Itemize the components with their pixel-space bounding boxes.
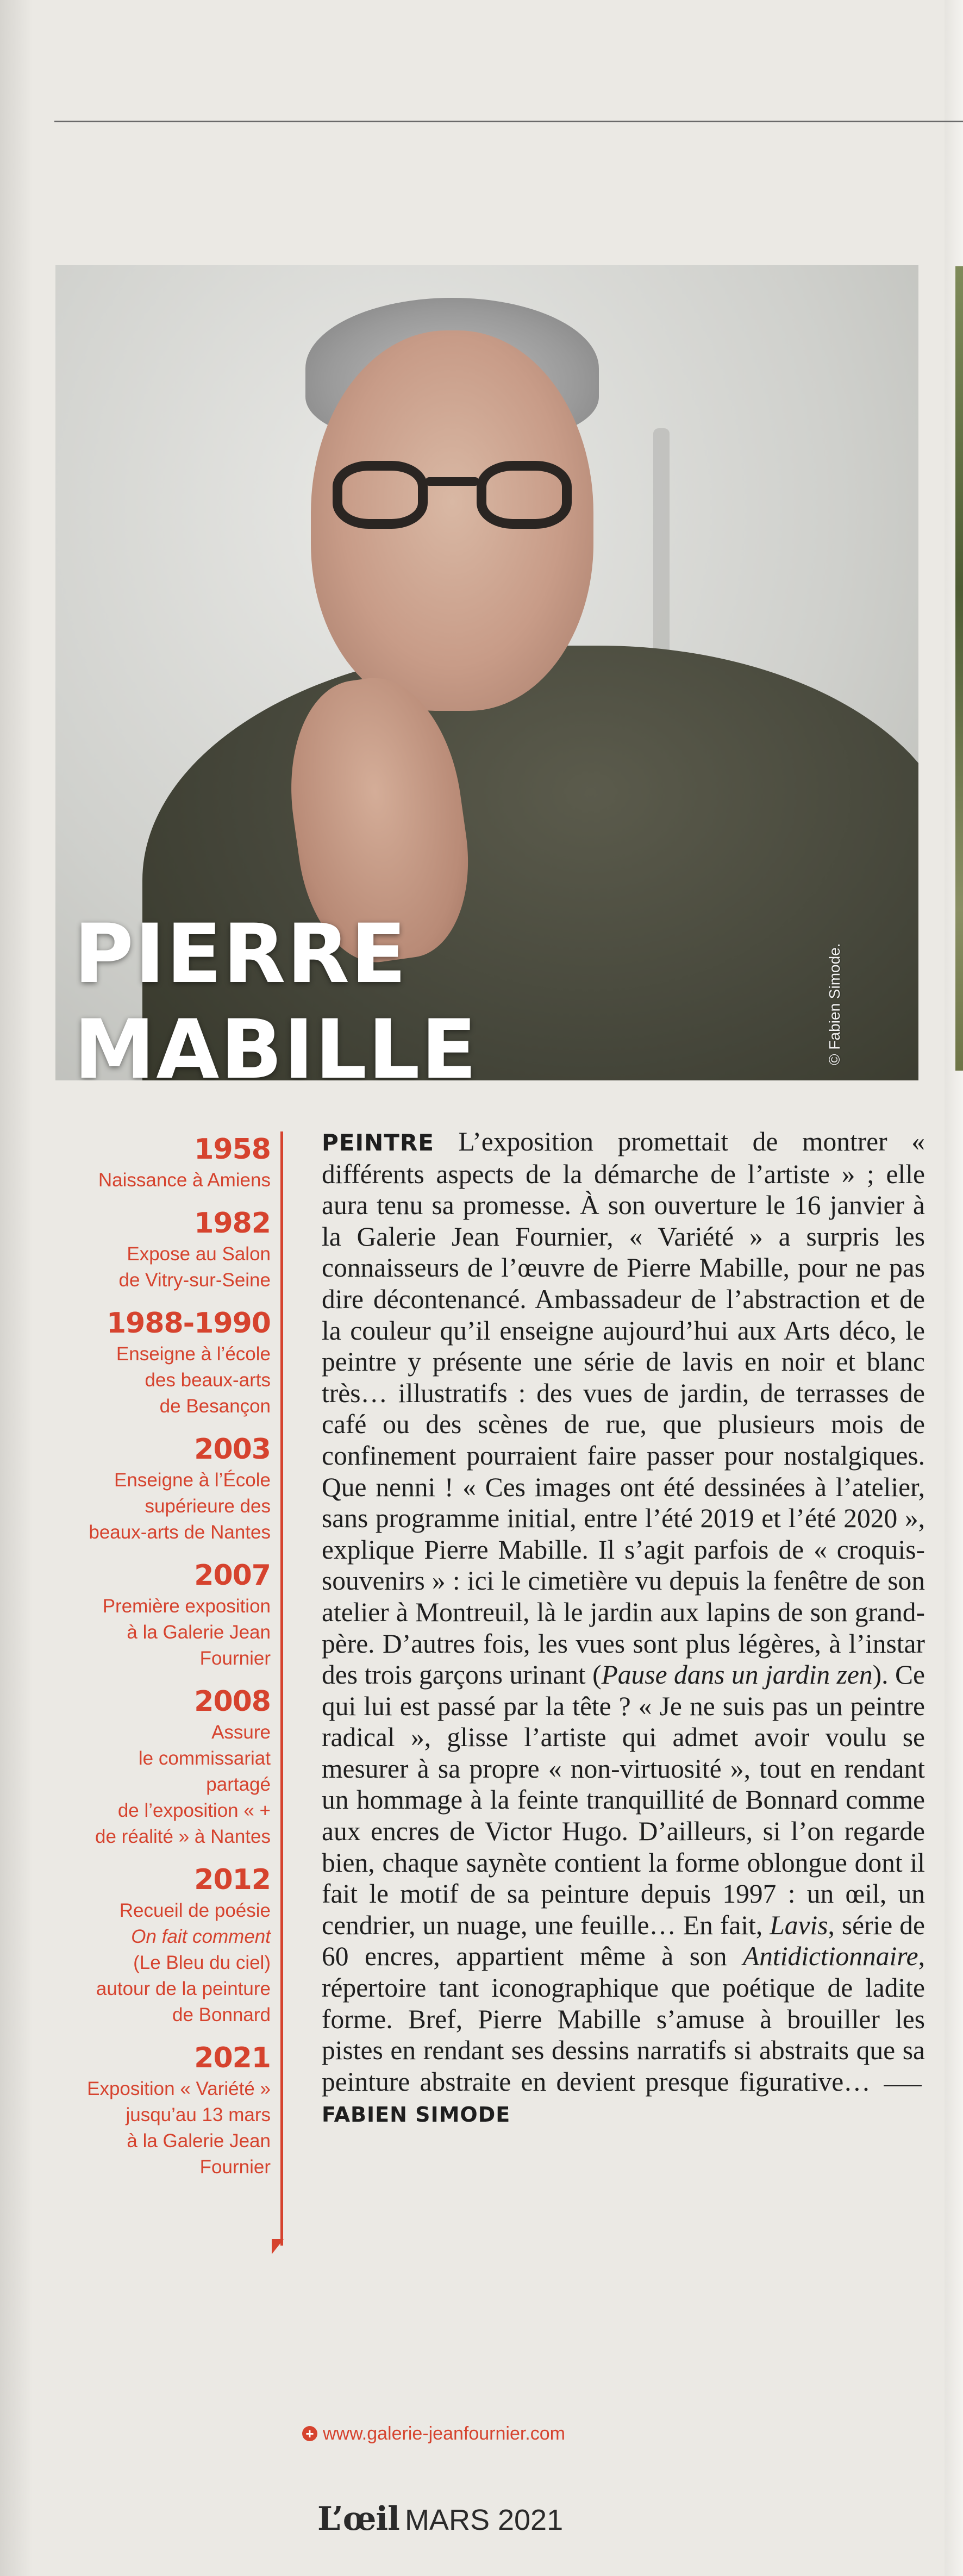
timeline-year: 2007 [194,1559,271,1592]
gallery-link-row[interactable] [302,2422,565,2446]
timeline-year: 2012 [194,1864,271,1896]
series-title: Lavis [770,1910,828,1940]
article-text: , série de 60 encres, appartient même à son [322,1910,925,1972]
header-rule [54,121,963,122]
timeline-description-text: (Le Bleu du ciel) autour de la peinture de Bonnard [96,1952,271,2025]
artwork-title: Pause dans un jardin zen [601,1660,873,1690]
timeline-description: Assure le commissariat partagé de l’exposition « + de réalité » à Nantes [95,1722,271,1847]
article-lead-word: PEINTRE [322,1129,434,1156]
timeline-year: 2008 [194,1685,271,1718]
author-signature: FABIEN SIMODE [322,2103,511,2127]
glasses-right-lens [477,461,572,529]
portrait-glasses [333,461,572,532]
timeline-year: 1958 [194,1133,271,1166]
timeline-year: 1982 [194,1207,271,1240]
timeline-entry [54,1431,271,1546]
timeline-entry [54,1205,271,1293]
timeline-entry [54,1862,271,2028]
timeline-description: Exposition « Variété » jusqu’au 13 mars à la Galerie Jean Fournier [87,2078,271,2178]
glasses-bridge [425,477,479,486]
timeline-book-title: On fait comment [131,1926,271,1947]
artist-portrait-photo [55,265,918,1080]
timeline-entry [54,1305,271,1420]
timeline-year: 1988-1990 [106,1307,271,1340]
timeline-description: Enseigne à l’école des beaux-arts de Besançon [116,1343,271,1417]
article-body [322,1126,925,2131]
timeline-entry [54,1684,271,1850]
issue-date: MARS 2021 [404,2504,564,2536]
plus-circle-icon: + [302,2426,317,2441]
artist-last-name: MABILLE [74,1003,478,1080]
biography-timeline [54,1131,271,2192]
timeline-description: Première exposition à la Galerie Jean Fournier [102,1596,271,1669]
timeline-entry [54,2040,271,2180]
timeline-description: Enseigne à l’École supérieure des beaux-arts de Nantes [89,1470,271,1543]
timeline-rule-end [272,2239,284,2254]
timeline-description [54,1898,271,2028]
magazine-logo: L’œil [317,2500,399,2538]
article-text: ). Ce qui lui est passé par la tête ? « Je ne suis pas un peintre radical », glisse l’artiste qui admet avoir voulu se mesurer à sa propre « non-virtuosité », tout en rendant un hommage à la feinte tranquillité de Bonnard comme aux encres de Victor Hugo. D’ailleurs, si l’on regarde bien, chaque saynète contient la forme oblongue dont il fait le motif de sa peinture depuis 1997 : un œil, un cendrier, un nuage, une feuille… En fait, [322,1660,925,1940]
photo-credit: © Fabien Simode. [826,943,843,1065]
timeline-rule [280,1131,283,2246]
project-title: Antidictionnaire [743,1941,918,1972]
timeline-year: 2021 [194,2042,271,2074]
page-footer [317,2500,563,2538]
timeline-entry [54,1131,271,1193]
article-text: , répertoire tant iconographique que poétique de ladite forme. Bref, Pierre Mabille s’amuse à brouiller les pistes en rendant ses dessins narratifs si abstraits que sa peinture abstraite en devient presque figurative… [322,1941,925,2097]
signature-dash [884,2085,922,2086]
article-text: L’exposition promettait de montrer « différents aspects de la démarche de l’artiste » ; elle aura tenu sa promesse. À son ouverture le 16 janvier à la Galerie Jean Fournier, « Variété » a surpris les connaisseurs de l’œuvre de Pierre Mabille, pour ne pas dire décontenancé. Ambassadeur de l’abstraction et de la couleur qu’il enseigne aujourd’hui aux Arts déco, le peintre y présente une série de lavis en noir et blanc très… illustratifs : des vues de jardin, de terrasses de café ou des scènes de rue, que plusieurs mois de confinement pourraient faire passer pour nostalgiques. Que nenni ! « Ces images ont été dessinées à l’atelier, sans programme initial, entre l’été 2019 et l’été 2020 », explique Pierre Mabille. Il s’agit parfois de « croquis-souvenirs » : ici le cimetière vu depuis la fenêtre de son atelier à Montreuil, là le jardin aux lapins de son grand-père. D’autres fois, les vues sont plus légères, à l’instar des trois garçons urinant ( [322,1127,925,1690]
page-gutter-shadow [0,0,33,2576]
timeline-year: 2003 [194,1433,271,1466]
glasses-left-lens [333,461,428,529]
artist-name-title [74,906,478,1080]
timeline-description-text: Recueil de poésie [119,1900,271,1921]
timeline-entry [54,1558,271,1672]
timeline-description: Naissance à Amiens [98,1170,271,1191]
adjacent-page-photo-sliver [955,266,963,1071]
artist-first-name: PIERRE [74,907,408,1002]
timeline-description: Expose au Salon de Vitry-sur-Seine [118,1243,271,1291]
gallery-website-link[interactable]: www.galerie-jeanfournier.com [323,2423,565,2444]
